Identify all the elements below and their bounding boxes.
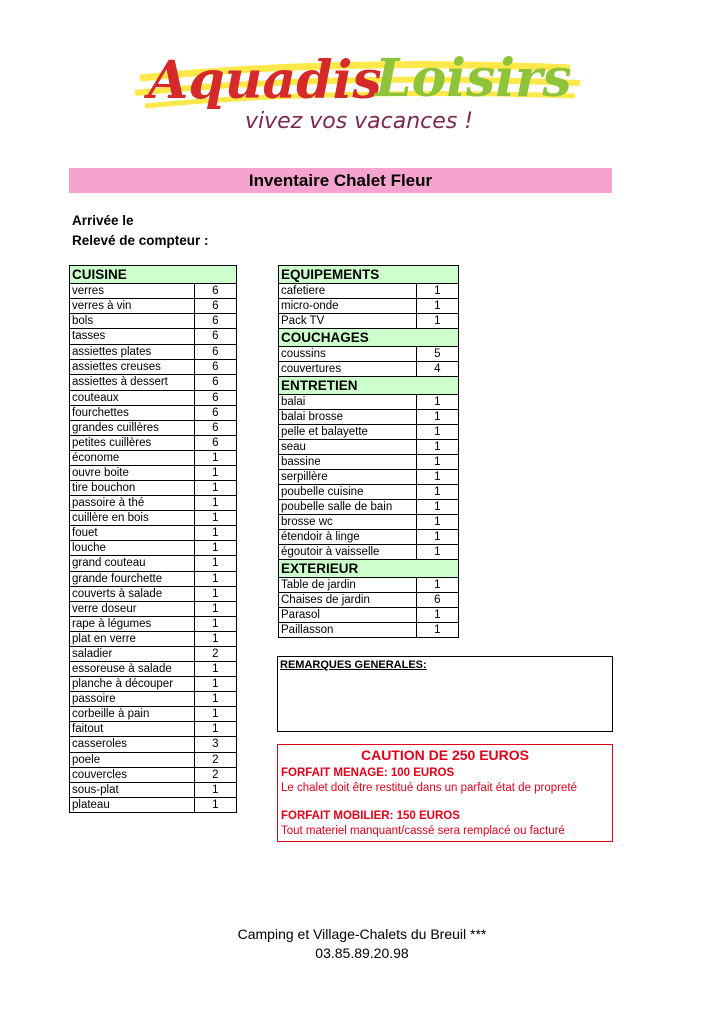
item-name: plateau xyxy=(70,798,195,813)
inventory-row xyxy=(70,496,237,511)
item-quantity: 1 xyxy=(194,722,236,737)
item-name: bassine xyxy=(279,455,417,470)
item-name: grand couteau xyxy=(70,556,195,572)
inventory-row xyxy=(279,347,459,362)
inventory-row xyxy=(70,329,237,345)
item-quantity: 1 xyxy=(194,451,236,466)
item-name: économe xyxy=(70,451,195,466)
footer-camping-name: Camping et Village-Chalets du Breuil *** xyxy=(237,926,487,942)
item-name: étendoir à linge xyxy=(279,530,417,545)
footer-phone: 03.85.89.20.98 xyxy=(315,945,409,961)
inventory-row xyxy=(70,798,237,813)
inventory-row xyxy=(70,436,237,451)
item-quantity: 1 xyxy=(194,677,236,692)
item-name: coussins xyxy=(279,347,417,362)
inventory-row xyxy=(279,530,459,545)
item-quantity: 1 xyxy=(194,526,236,541)
inventory-row xyxy=(70,677,237,692)
item-quantity: 1 xyxy=(194,511,236,526)
item-quantity: 1 xyxy=(194,481,236,496)
inventory-row xyxy=(70,360,237,375)
item-name: sous-plat xyxy=(70,783,195,798)
inventory-row xyxy=(279,440,459,455)
inventory-row xyxy=(70,602,237,617)
inventory-row xyxy=(279,545,459,560)
item-quantity: 6 xyxy=(194,284,236,299)
inventory-row xyxy=(70,526,237,541)
inventory-row xyxy=(279,455,459,470)
inventory-row xyxy=(70,737,237,753)
item-quantity: 6 xyxy=(194,421,236,436)
item-quantity: 1 xyxy=(416,545,458,560)
item-name: passoire xyxy=(70,692,195,707)
item-quantity: 2 xyxy=(194,753,236,768)
section-header-row xyxy=(279,266,459,284)
inventory-row xyxy=(279,515,459,530)
item-quantity: 6 xyxy=(194,314,236,329)
section-header: CUISINE xyxy=(70,266,237,284)
inventory-row xyxy=(70,662,237,677)
item-quantity: 1 xyxy=(416,314,458,329)
item-name: saladier xyxy=(70,647,195,662)
item-quantity: 6 xyxy=(194,375,236,391)
item-name: essoreuse à salade xyxy=(70,662,195,677)
item-quantity: 6 xyxy=(194,436,236,451)
item-quantity: 6 xyxy=(194,406,236,421)
forfait-menage-title: FORFAIT MENAGE: 100 EUROS xyxy=(281,767,455,779)
item-name: couteaux xyxy=(70,391,195,406)
item-name: faitout xyxy=(70,722,195,737)
inventory-row xyxy=(279,284,459,299)
item-name: assiettes à dessert xyxy=(70,375,195,391)
item-quantity: 1 xyxy=(416,425,458,440)
inventory-row xyxy=(279,410,459,425)
item-name: verres à vin xyxy=(70,299,195,314)
item-quantity: 1 xyxy=(416,515,458,530)
item-name: cuillère en bois xyxy=(70,511,195,526)
item-name: louche xyxy=(70,541,195,556)
item-quantity: 1 xyxy=(416,578,458,593)
item-name: poubelle cuisine xyxy=(279,485,417,500)
item-quantity: 3 xyxy=(194,737,236,753)
item-quantity: 5 xyxy=(416,347,458,362)
item-name: Pack TV xyxy=(279,314,417,329)
item-quantity: 1 xyxy=(194,602,236,617)
inventory-row xyxy=(70,314,237,329)
inventory-row xyxy=(70,481,237,496)
inventory-row xyxy=(70,375,237,391)
item-name: grandes cuillères xyxy=(70,421,195,436)
item-name: bols xyxy=(70,314,195,329)
inventory-row xyxy=(279,500,459,515)
item-quantity: 1 xyxy=(416,299,458,314)
item-quantity: 1 xyxy=(194,587,236,602)
item-name: couvercles xyxy=(70,768,195,783)
item-name: couvertures xyxy=(279,362,417,377)
item-name: petites cuillères xyxy=(70,436,195,451)
item-name: Parasol xyxy=(279,608,417,623)
inventory-row xyxy=(70,451,237,466)
item-quantity: 1 xyxy=(416,623,458,638)
item-name: égoutoir à vaisselle xyxy=(279,545,417,560)
inventory-row xyxy=(279,299,459,314)
inventory-row xyxy=(70,511,237,526)
remarks-title: REMARQUES GENERALES: xyxy=(280,659,427,671)
inventory-row xyxy=(70,421,237,436)
item-quantity: 1 xyxy=(194,662,236,677)
item-quantity: 1 xyxy=(416,410,458,425)
inventory-row xyxy=(70,541,237,556)
section-header: ENTRETIEN xyxy=(279,377,459,395)
item-name: plat en verre xyxy=(70,632,195,647)
item-name: cafetiere xyxy=(279,284,417,299)
section-header-row xyxy=(70,266,237,284)
item-name: grande fourchette xyxy=(70,572,195,587)
item-name: poubelle salle de bain xyxy=(279,500,417,515)
logo-tagline: vivez vos vacances ! xyxy=(245,109,474,134)
inventory-row xyxy=(279,623,459,638)
item-name: tasses xyxy=(70,329,195,345)
item-quantity: 6 xyxy=(194,391,236,406)
inventory-row xyxy=(70,466,237,481)
inventory-row xyxy=(70,391,237,406)
inventory-row xyxy=(70,692,237,707)
item-name: verre doseur xyxy=(70,602,195,617)
item-quantity: 1 xyxy=(194,556,236,572)
item-quantity: 1 xyxy=(416,455,458,470)
item-name: Chaises de jardin xyxy=(279,593,417,608)
item-name: seau xyxy=(279,440,417,455)
logo-brand-part2: Loisirs xyxy=(375,48,572,109)
inventory-row xyxy=(70,587,237,602)
inventory-row xyxy=(70,556,237,572)
item-quantity: 2 xyxy=(194,768,236,783)
inventory-row xyxy=(279,470,459,485)
inventory-row xyxy=(279,314,459,329)
aquadis-loisirs-logo xyxy=(130,38,590,138)
item-name: rape à légumes xyxy=(70,617,195,632)
inventory-row xyxy=(70,722,237,737)
inventory-row xyxy=(70,632,237,647)
item-name: Paillasson xyxy=(279,623,417,638)
remarks-box[interactable] xyxy=(277,656,613,732)
item-name: tire bouchon xyxy=(70,481,195,496)
meter-reading-label: Relevé de compteur : xyxy=(72,233,209,248)
item-quantity: 6 xyxy=(416,593,458,608)
inventory-row xyxy=(70,617,237,632)
arrival-label: Arrivée le xyxy=(72,213,134,228)
section-header: EQUIPEMENTS xyxy=(279,266,459,284)
item-quantity: 1 xyxy=(194,496,236,511)
item-quantity: 1 xyxy=(194,572,236,587)
item-name: assiettes plates xyxy=(70,345,195,360)
inventory-row xyxy=(279,485,459,500)
forfait-menage-text: Le chalet doit être restitué dans un parfait état de propreté xyxy=(281,782,577,794)
item-quantity: 1 xyxy=(416,284,458,299)
item-name: balai xyxy=(279,395,417,410)
item-name: pelle et balayette xyxy=(279,425,417,440)
inventory-row xyxy=(70,783,237,798)
item-name: poele xyxy=(70,753,195,768)
item-name: passoire à thé xyxy=(70,496,195,511)
item-quantity: 1 xyxy=(416,485,458,500)
inventory-row xyxy=(70,572,237,587)
inventory-row xyxy=(279,593,459,608)
item-name: couverts à salade xyxy=(70,587,195,602)
item-quantity: 1 xyxy=(416,608,458,623)
right-inventory-table xyxy=(278,265,459,638)
item-quantity: 4 xyxy=(416,362,458,377)
item-quantity: 1 xyxy=(416,395,458,410)
item-quantity: 1 xyxy=(194,617,236,632)
inventory-row xyxy=(70,647,237,662)
inventory-row xyxy=(279,395,459,410)
item-quantity: 6 xyxy=(194,360,236,375)
item-quantity: 6 xyxy=(194,345,236,360)
logo-brand-part1: Aquadis xyxy=(148,50,382,111)
item-quantity: 1 xyxy=(194,692,236,707)
item-quantity: 1 xyxy=(194,783,236,798)
item-quantity: 1 xyxy=(194,466,236,481)
item-quantity: 6 xyxy=(194,299,236,314)
item-quantity: 6 xyxy=(194,329,236,345)
inventory-row xyxy=(70,345,237,360)
item-name: serpillère xyxy=(279,470,417,485)
item-quantity: 1 xyxy=(194,541,236,556)
inventory-row xyxy=(279,425,459,440)
inventory-row xyxy=(70,707,237,722)
item-name: balai brosse xyxy=(279,410,417,425)
forfait-mobilier-text: Tout materiel manquant/cassé sera remplacé ou facturé xyxy=(281,825,565,837)
item-name: assiettes creuses xyxy=(70,360,195,375)
section-header-row xyxy=(279,377,459,395)
item-name: planche à découper xyxy=(70,677,195,692)
item-name: fourchettes xyxy=(70,406,195,421)
item-quantity: 1 xyxy=(416,530,458,545)
section-header-row xyxy=(279,329,459,347)
item-name: brosse wc xyxy=(279,515,417,530)
inventory-row xyxy=(70,768,237,783)
section-header: EXTERIEUR xyxy=(279,560,459,578)
caution-title: CAUTION DE 250 EUROS xyxy=(360,747,530,763)
item-name: Table de jardin xyxy=(279,578,417,593)
inventory-row xyxy=(70,299,237,314)
item-quantity: 1 xyxy=(194,798,236,813)
item-quantity: 2 xyxy=(194,647,236,662)
section-header-row xyxy=(279,560,459,578)
item-quantity: 1 xyxy=(416,440,458,455)
inventory-row xyxy=(279,608,459,623)
item-quantity: 1 xyxy=(194,632,236,647)
inventory-row xyxy=(70,406,237,421)
item-quantity: 1 xyxy=(416,500,458,515)
section-header: COUCHAGES xyxy=(279,329,459,347)
cuisine-table xyxy=(69,265,237,813)
inventory-row xyxy=(70,753,237,768)
caution-box xyxy=(277,744,613,842)
item-name: micro-onde xyxy=(279,299,417,314)
forfait-mobilier-title: FORFAIT MOBILIER: 150 EUROS xyxy=(281,810,460,822)
inventory-row xyxy=(70,284,237,299)
inventory-row xyxy=(279,362,459,377)
inventory-row xyxy=(279,578,459,593)
item-name: fouet xyxy=(70,526,195,541)
item-name: casseroles xyxy=(70,737,195,753)
item-quantity: 1 xyxy=(194,707,236,722)
item-name: verres xyxy=(70,284,195,299)
item-quantity: 1 xyxy=(416,470,458,485)
item-name: corbeille à pain xyxy=(70,707,195,722)
page-title: Inventaire Chalet Fleur xyxy=(69,168,612,193)
item-name: ouvre boite xyxy=(70,466,195,481)
